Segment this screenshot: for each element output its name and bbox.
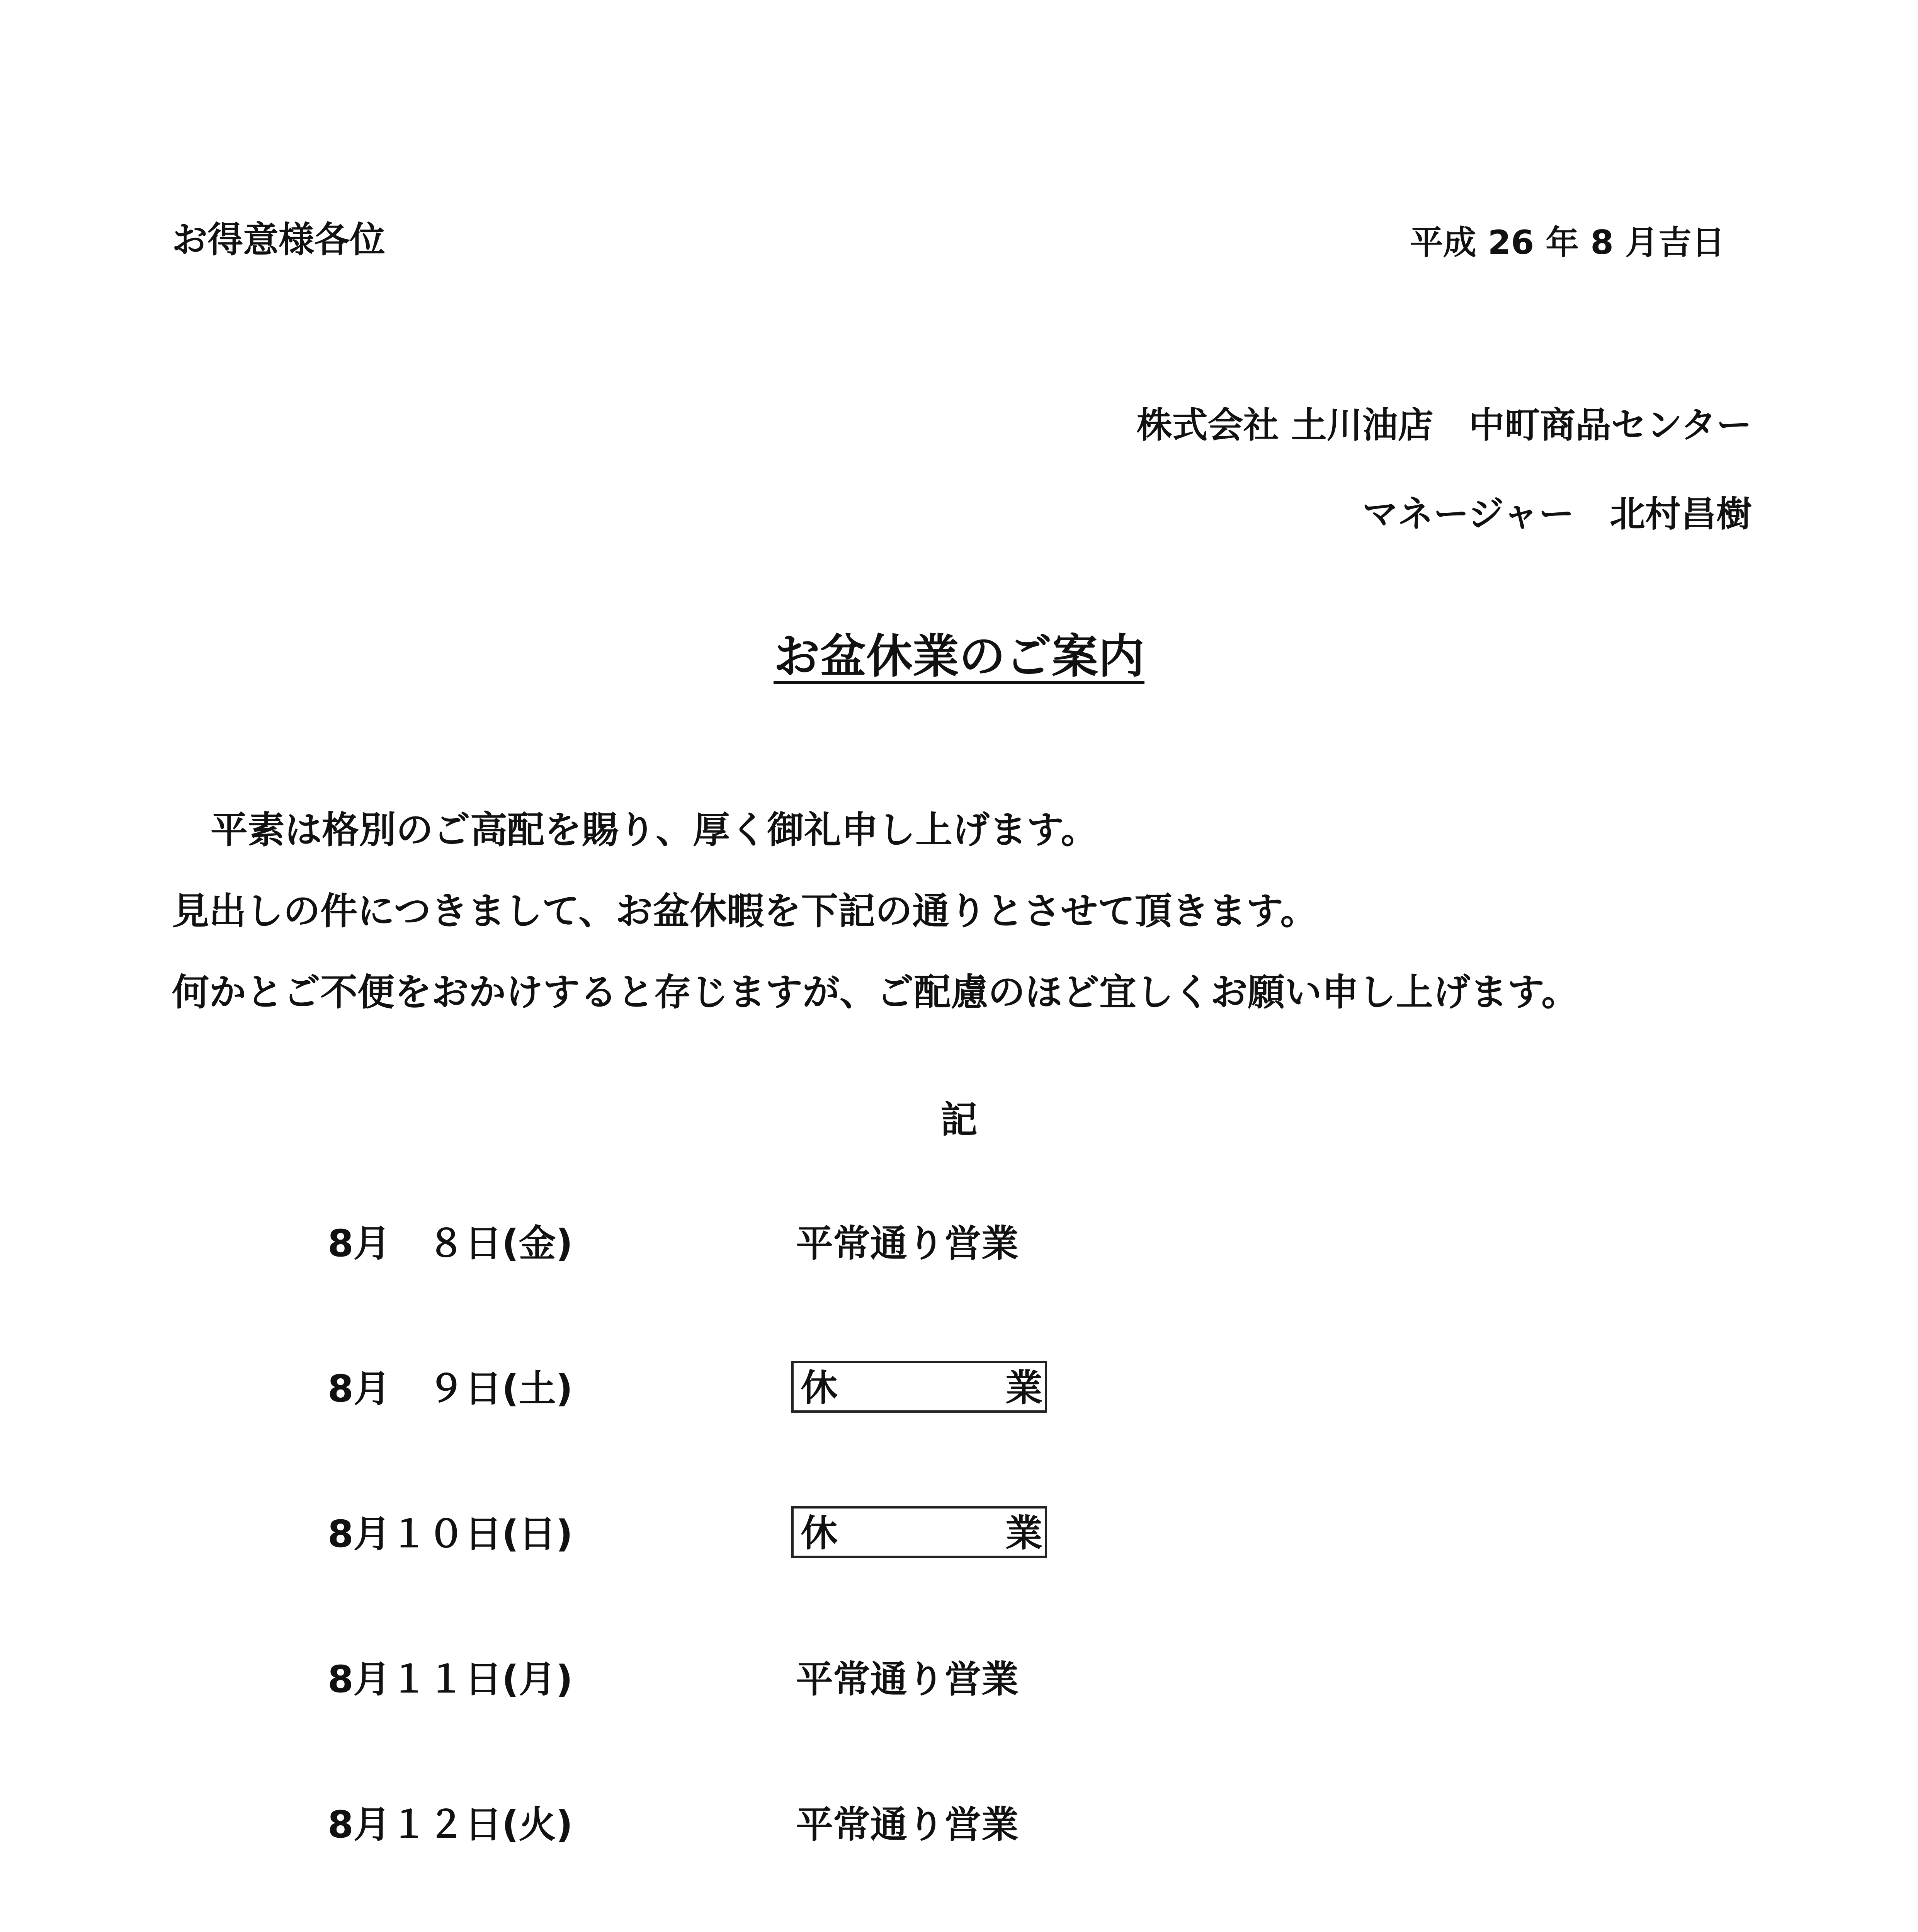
closed-status-char-2: 業 (1005, 1512, 1042, 1555)
ki-heading: 記 (940, 1098, 978, 1141)
open-status: 平常通り営業 (796, 1658, 1019, 1701)
manager-name: マネージャー 北村昌樹 (1362, 493, 1752, 535)
schedule-row (0, 1512, 1918, 1661)
closed-status-box (791, 1506, 1047, 1558)
closed-status-char-1: 休 (801, 1366, 838, 1410)
schedule-date: 8月１１日(月) (328, 1658, 573, 1701)
schedule-row (0, 1658, 1918, 1806)
company-name: 株式会社 土川油店 中町商品センター (1136, 405, 1752, 446)
closed-status-box (791, 1361, 1047, 1413)
schedule-row (0, 1803, 1918, 1932)
closed-status-char-2: 業 (1005, 1366, 1042, 1410)
schedule-date: 8月１０日(日) (328, 1512, 573, 1556)
schedule-date: 8月 ８日(金) (328, 1222, 573, 1265)
open-status: 平常通り営業 (796, 1222, 1019, 1265)
closed-status-char-1: 休 (801, 1512, 838, 1555)
body-line-3: 何かとご不便をおかけすると存じますが、ご配慮のほど宜しくお願い申し上げます。 (172, 971, 1579, 1014)
schedule-date: 8月 ９日(土) (328, 1367, 573, 1410)
schedule-row (0, 1366, 1918, 1515)
document-date: 平成 26 年 8 月吉日 (1410, 223, 1725, 262)
schedule-date: 8月１２日(火) (328, 1803, 573, 1846)
document-title-text: お盆休業のご案内 (774, 630, 1144, 684)
open-status: 平常通り営業 (796, 1803, 1019, 1846)
schedule-list (0, 1222, 1918, 1932)
body-line-1: 平素は格別のご高配を賜り、厚く御礼申し上げます。 (211, 808, 1098, 852)
body-line-2: 見出しの件につきまして、お盆休暇を下記の通りとさせて頂きます。 (172, 889, 1318, 933)
schedule-row (0, 1222, 1918, 1370)
recipient: お得意様各位 (172, 219, 386, 260)
document-title (0, 630, 1918, 684)
